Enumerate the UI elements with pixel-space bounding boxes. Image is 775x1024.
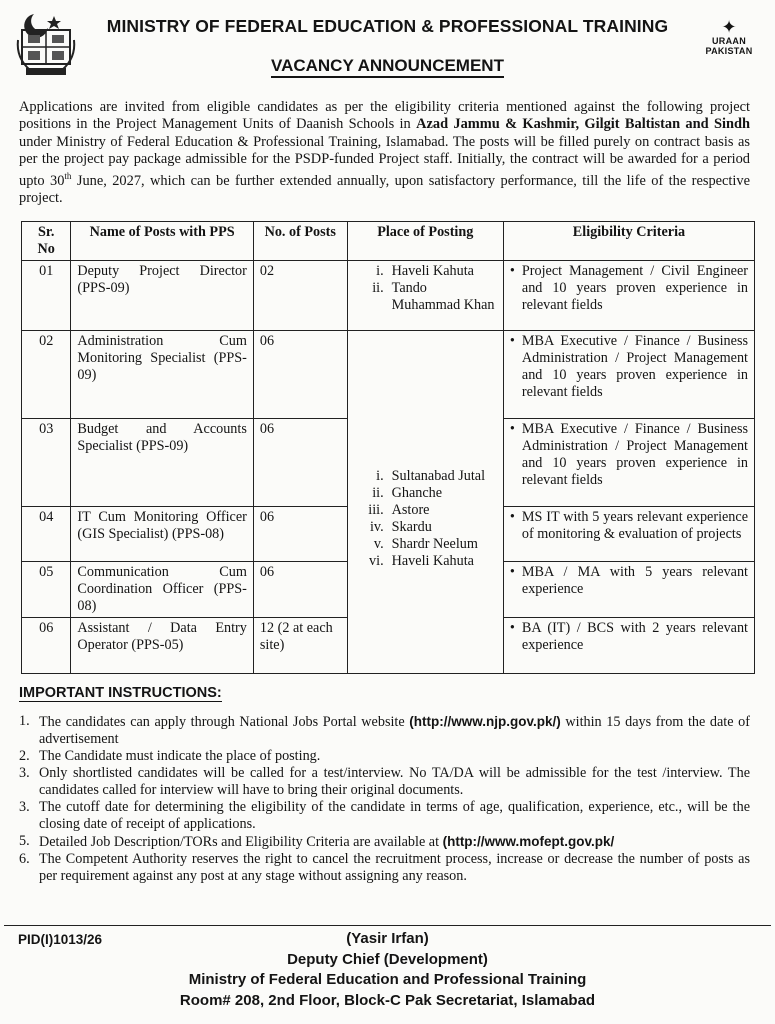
intro-paragraph: Applications are invited from eligible candidates as per the eligibility criteria mentioned against the following project positions in the Project Management Units of Daanish Schools in Azad Jammu & Kashmir, Gilgit Baltistan and Sindh under Ministry of Federal Education & Professional Training, Islamabad. The posts will be filled purely on contract basis as per the project pay package admissible for the PSDP-funded Project staff. Initially, the contract will be awarded for a period upto 30th June, 2027, which can be further extended annually, upon satisfactory performance, till the life of the respective project. [19, 99, 751, 207]
table-row: 05 Communication Cum Coordination Officer (PPS-08) 06 • MBA / MA with 5 years relevant experience [22, 562, 755, 618]
pid-number: PID(I)1013/26 [18, 932, 103, 947]
table-row: 06 Assistant / Data Entry Operator (PPS-05) 12 (2 at each site) • BA (IT) / BCS with 2 years relevant experience [22, 618, 755, 674]
header-eligibility: Eligibility Criteria [503, 222, 754, 261]
bird-icon: ✦ [721, 17, 737, 37]
header [4, 4, 771, 84]
table-row: 04 IT Cum Monitoring Officer (GIS Specialist) (PPS-08) 06 • MS IT with 5 years relevant experience of monitoring & evaluation of projects [22, 507, 755, 562]
list-item: 2. The Candidate must indicate the place of posting. [19, 748, 321, 764]
list-item: 1. The candidates can apply through National Jobs Portal website (http://www.njp.gov.pk/) within 15 days from the date of advertisement [19, 713, 750, 747]
vacancy-table [21, 221, 755, 674]
signature-block: (Yasir Irfan) Deputy Chief (Development) Ministry of Federal Education and Professional Training Room# 208, 2nd Floor, Block-C Pak Secretariat, Islamabad [179, 930, 596, 1009]
list-item: 3. The cutoff date for determining the eligibility of the candidate in terms of age, qualification, experience, etc., will be the closing date of receipt of applications. [19, 799, 750, 832]
list-item: 3. Only shortlisted candidates will be called for a test/interview. No TA/DA will be admissible for the test /interview. The candidates called for interview will have to bring their original documents. [19, 765, 750, 798]
table-row: 01 Deputy Project Director (PPS-09) 02 i. Haveli Kahuta ii. Tando Muhammad Khan • Project Management / Civil Engineer and 10 years proven experience in relevant fields [22, 261, 755, 331]
footer [4, 925, 771, 1021]
place-list-b: i. Sultanabad Jutal ii. Ghanche iii. Astore iv. Skardu v. Shardr Neelum vi. Haveli Kahuta [347, 331, 503, 674]
instructions-title: IMPORTANT INSTRUCTIONS: [19, 685, 222, 701]
ministry-title: MINISTRY OF FEDERAL EDUCATION & PROFESSIONAL TRAINING [106, 16, 669, 36]
page-title: VACANCY ANNOUNCEMENT [4, 56, 771, 76]
place-list-a: i. Haveli Kahuta ii. Tando Muhammad Khan [347, 261, 503, 331]
uraan-pakistan-logo: ✦ URAAN PAKISTAN [696, 18, 762, 74]
instructions-list [19, 713, 750, 885]
table-row: 03 Budget and Accounts Specialist (PPS-09) 06 • MBA Executive / Finance / Business Administration / Project Management and 10 years proven experience in relevant fields [22, 419, 755, 507]
list-item: 5. Detailed Job Description/TORs and Eligibility Criteria are available at (http://www.mofept.gov.pk/ [19, 833, 615, 850]
header-sr: Sr. No [22, 222, 71, 261]
header-place: Place of Posting [347, 222, 503, 261]
list-item: 6. The Competent Authority reserves the right to cancel the recruitment process, increase or decrease the number of posts as per requirement against any post at any stage without assigning any reason. [19, 851, 750, 884]
header-name: Name of Posts with PPS [71, 222, 253, 261]
table-row: 02 Administration Cum Monitoring Specialist (PPS-09) 06 i. Sultanabad Jutal ii. Ghanche iii. Astore iv. Skardu v. Shardr Neelum vi. Haveli Kahuta • MBA Executive / Finance / Business Administration / Project Management and 10 years proven experience in relevant fields [22, 331, 755, 419]
njp-link[interactable]: (http://www.njp.gov.pk/) [409, 714, 561, 729]
header-num: No. of Posts [253, 222, 347, 261]
table-header-row [22, 222, 755, 261]
mofept-link[interactable]: (http://www.mofept.gov.pk/ [442, 834, 615, 849]
